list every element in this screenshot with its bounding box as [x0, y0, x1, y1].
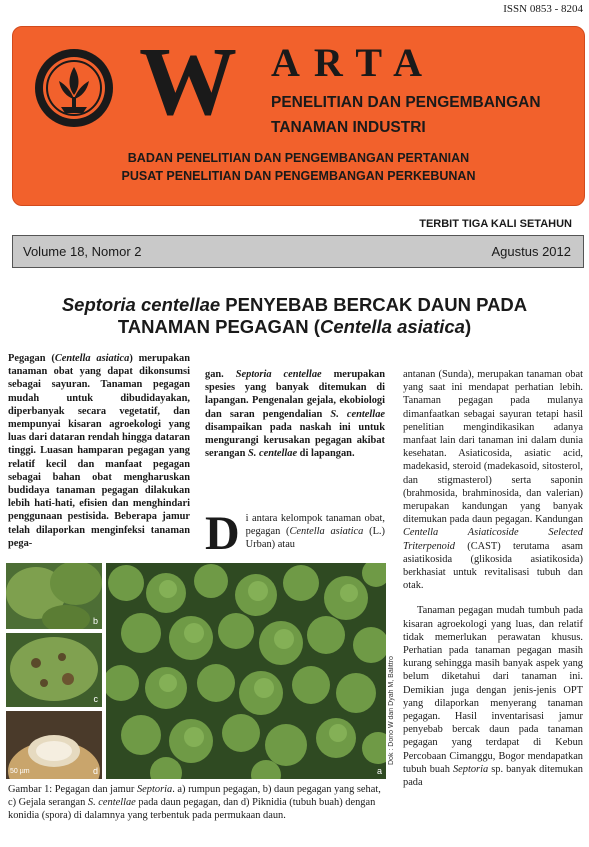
label-d: d — [92, 766, 98, 776]
volume-bar — [12, 235, 584, 268]
scale-bar-label: 50 µm — [10, 768, 30, 775]
masthead-subtitle-1: PENELITIAN DAN PENGEMBANGAN — [271, 94, 541, 111]
label-c: c — [93, 694, 98, 704]
issn-number: ISSN 0853 - 8204 — [503, 3, 583, 15]
volume-number: Volume 18, Nomor 2 — [23, 244, 142, 259]
label-b: b — [92, 616, 98, 626]
masthead-arta: ARTA — [271, 40, 436, 85]
photo-healthy-leaf — [6, 563, 102, 629]
label-a: a — [376, 766, 382, 776]
photo-pycnidia — [6, 711, 102, 779]
article-title-line-2: TANAMAN PEGAGAN (Centella asiatica) — [117, 316, 472, 337]
body-column-3: antanan (Sunda), merupakan tanaman obat yang saat ini mendapat perhatian lebih. Tanaman pegagan pada mulanya dimanfaatkan sebagai sayuran tetapi hasil penelitian mengindikasikan adanya manfaat lain dari tanaman ini dalam dunia kesehatan. Asiaticosida, asiatic acid, madekasid, steroid (madekasoid, sitosterol, dan stigmasterol) serta saponin (brahmosida, brahminosida, dan valerian) merupakan kandungan yang banyak ditemukan pada daun pegagan. Kandungan Centella Asiaticoside Selected Triterpenoid (CAST) terutama asam asiatikosida (glikosida asiatikosida) berkhasiat untuk revitalisasi tubuh dan otak. Tanaman pegagan mudah tumbuh pada kisaran agroekologi yang luas, dan relatif tidak memerlukan perawatan khusus. Perhatian pada tanaman pegagan masih kurang sehingga masih banyak aspek yang belum diketahui dari tanaman ini. Demikian juga dengan jenis-jenis OPT yang dilaporkan menyerang tanaman pegagan. Hasil inventarisasi jamur penyebab bercak daun pada tanaman pegagan yang terdapat di Kebun Percobaan Cimanggu, Bogor mendapatkan tubuh buah Septoria sp. banyak ditemukan pada — [403, 369, 583, 789]
issue-date: Agustus 2012 — [491, 244, 571, 259]
figure-photos — [6, 563, 386, 779]
photo-infected-leaf — [6, 633, 102, 707]
caption-label: Gambar 1: — [8, 784, 55, 795]
body-column-2: Di antara kelompok tanaman obat, pegagan (Centella asiatica (L.) Urban) atau — [205, 507, 385, 560]
masthead-banner — [12, 26, 585, 206]
abstract-column-1: Pegagan (Centella asiatica) merupakan tanaman obat yang dapat dikonsumsi sebagai sayuran. Tanaman pegagan mudah untuk dibudidayakan, diperbanyak secara vegetatif, dan mempunyai kisaran agroekologi yang luas dari dataran rendah hingga dataran tinggi. Luasan hamparan pegagan yang relatif kecil dan manfaat pegagan sebagai bahan obat mengharuskan budidaya tanaman pegagan dilakukan lebih hati-hati, efisien dan menghindari penggunaan pestisida. Beberapa jamur telah dilaporkan menginfeksi tanaman pega- — [8, 353, 190, 549]
abstract-column-2: gan. Septoria centellae merupakan spesies yang banyak ditemukan di lapangan. Pengenalan gejala, ekobiologi dan saran pengendalian S. centellae disampaikan pada naskah ini untuk mengurangi kerusakan pegagan akibat serangan S. centellae di lapangan. — [205, 369, 385, 460]
publication-frequency: TERBIT TIGA KALI SETAHUN — [419, 218, 572, 230]
agency-line-1: BADAN PENELITIAN DAN PENGEMBANGAN PERTANIAN — [127, 151, 470, 165]
figure-caption: Gambar 1: Pegagan dan jamur Septoria. a) rumpun pegagan, b) daun pegagan yang sehat, c) Gejala serangan S. centellae pada daun pegagan, dan d) Piknidia (tubuh buah) dengan konidia (spora) di dalamnya yang terbentuk pada permukaan daun. — [8, 784, 381, 821]
photo-pegagan-clump — [106, 563, 386, 779]
drop-cap: D — [205, 507, 240, 560]
masthead-w: W — [139, 28, 231, 136]
article-title-line-1: Septoria centellae PENYEBAB BERCAK DAUN PADA — [61, 294, 528, 315]
masthead-subtitle-2: TANAMAN INDUSTRI — [271, 119, 426, 136]
photo-credit: Dok : Dono W dan Dyah M, Balittro — [388, 656, 395, 765]
ministry-logo — [33, 47, 115, 129]
agency-line-2: PUSAT PENELITIAN DAN PENGEMBANGAN PERKEBUNAN — [121, 169, 476, 183]
